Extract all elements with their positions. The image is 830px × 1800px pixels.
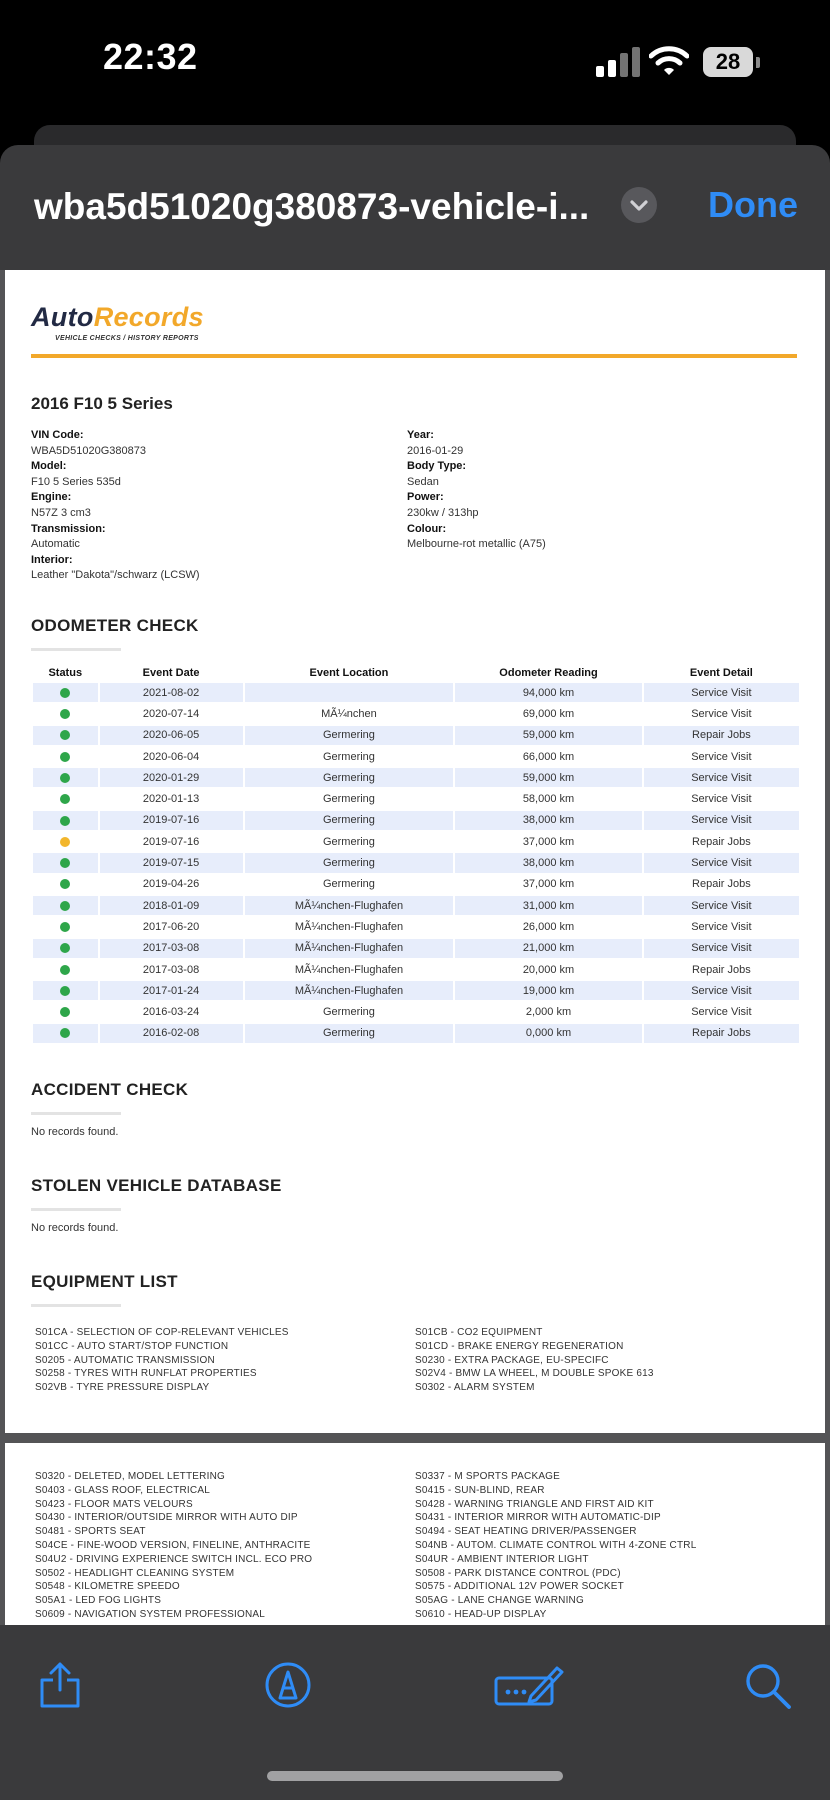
search-icon[interactable] [742, 1660, 794, 1712]
detail-cell: Repair Jobs [644, 1024, 799, 1043]
status-cell [33, 832, 98, 851]
equipment-item: S0431 - INTERIOR MIRROR WITH AUTOMATIC-DIP [415, 1512, 661, 1524]
reading-cell: 20,000 km [522, 963, 575, 976]
logo-records: Records [93, 302, 204, 332]
table-row [33, 896, 799, 915]
equipment-item: S02V4 - BMW LA WHEEL, M DOUBLE SPOKE 613 [415, 1368, 654, 1380]
status-ok-icon [60, 688, 70, 698]
date-cell: 2019-04-26 [142, 878, 200, 891]
status-cell [33, 768, 98, 787]
status-cell [33, 939, 98, 958]
equipment-item: S05AG - LANE CHANGE WARNING [415, 1595, 584, 1607]
location-cell: Germering [245, 768, 454, 787]
column-header: Odometer Reading [499, 666, 598, 679]
date-cell: 2017-03-08 [100, 939, 243, 958]
spec-list-right [407, 428, 546, 553]
cellular-signal-icon [596, 47, 640, 77]
equipment-item: S0320 - DELETED, MODEL LETTERING [35, 1471, 225, 1482]
reading-cell: 69,000 km [522, 707, 575, 720]
equipment-list-right [415, 1326, 654, 1395]
status-ok-icon [60, 922, 70, 932]
reading-cell: 31,000 km [455, 896, 641, 915]
table-row [33, 875, 799, 894]
table-row [33, 832, 799, 851]
reading-cell: 21,000 km [455, 939, 641, 958]
status-cell [33, 960, 98, 979]
equipment-list-left [35, 1470, 312, 1622]
equipment-item: S0258 - TYRES WITH RUNFLAT PROPERTIES [35, 1368, 257, 1380]
equipment-item: S0403 - GLASS ROOF, ELECTRICAL [35, 1484, 210, 1496]
equipment-item: S01CD - BRAKE ENERGY REGENERATION [415, 1340, 624, 1352]
detail-cell: Repair Jobs [692, 963, 751, 976]
accident-heading: ACCIDENT CHECK [31, 1080, 189, 1099]
spec-label: Power: [407, 491, 444, 504]
detail-cell: Service Visit [691, 793, 752, 806]
date-cell: 2016-03-24 [142, 1006, 200, 1019]
chevron-down-icon [621, 187, 657, 223]
section-rule [31, 1112, 121, 1115]
detail-cell: Repair Jobs [692, 835, 751, 848]
status-ok-icon [60, 794, 70, 804]
status-cell [33, 747, 98, 766]
column-header: Event Location [309, 666, 389, 679]
status-cell [33, 853, 98, 872]
equipment-item: S0302 - ALARM SYSTEM [415, 1382, 535, 1394]
status-ok-icon [60, 879, 70, 889]
reading-cell: 2,000 km [525, 1006, 572, 1019]
date-cell: 2017-01-24 [100, 981, 243, 1000]
detail-cell: Service Visit [644, 981, 799, 1000]
document-title[interactable]: wba5d51020g380873-vehicle-i... [34, 186, 590, 227]
date-cell: 2019-07-15 [100, 853, 243, 872]
equipment-item: S0415 - SUN-BLIND, REAR [415, 1484, 545, 1496]
equipment-item: S0575 - ADDITIONAL 12V POWER SOCKET [415, 1581, 624, 1593]
table-row [33, 789, 799, 808]
detail-cell: Service Visit [644, 811, 799, 830]
equipment-item: S0423 - FLOOR MATS VELOURS [35, 1498, 193, 1510]
status-cell [33, 875, 98, 894]
section-rule [31, 1208, 121, 1211]
equipment-list-left [35, 1326, 289, 1395]
equipment-item: S0205 - AUTOMATIC TRANSMISSION [35, 1354, 215, 1366]
location-cell: Germering [245, 1024, 454, 1043]
status-ok-icon [60, 986, 70, 996]
table-row [33, 704, 799, 723]
location-cell: Germering [322, 1006, 375, 1019]
spec-label: VIN Code: [31, 429, 84, 441]
table-row [33, 683, 799, 702]
table-row [33, 853, 799, 872]
reading-cell: 37,000 km [522, 835, 575, 848]
date-cell: 2021-08-02 [100, 683, 243, 702]
equipment-item: S01CC - AUTO START/STOP FUNCTION [35, 1340, 229, 1352]
share-icon[interactable] [36, 1660, 84, 1710]
table-row [33, 1024, 799, 1043]
spec-value: Leather "Dakota"/schwarz (LCSW) [31, 569, 200, 582]
location-cell: MÃ¼nchen-Flughafen [294, 920, 404, 933]
equipment-item: S0502 - HEADLIGHT CLEANING SYSTEM [35, 1567, 235, 1579]
done-button[interactable]: Done [708, 184, 798, 225]
status-warning-icon [60, 837, 70, 847]
status-ok-icon [60, 709, 70, 719]
status-ok-icon [60, 1028, 70, 1038]
location-cell: Germering [322, 835, 375, 848]
table-row [33, 726, 799, 745]
home-indicator[interactable] [267, 1771, 563, 1781]
clock: 22:32 [103, 36, 198, 77]
detail-cell: Service Visit [691, 1006, 752, 1019]
column-header: Status [48, 666, 83, 679]
table-row [33, 981, 799, 1000]
equipment-item: S04U2 - DRIVING EXPERIENCE SWITCH INCL. ECO PRO [35, 1553, 313, 1565]
spec-label: Model: [31, 460, 67, 473]
odometer-table [31, 662, 801, 1045]
status-cell [33, 981, 98, 1000]
equipment-item: S0548 - KILOMETRE SPEEDO [35, 1581, 180, 1593]
reading-cell: 66,000 km [522, 750, 575, 763]
equipment-item: S01CB - CO2 EQUIPMENT [415, 1327, 543, 1338]
date-cell: 2020-07-14 [142, 707, 200, 720]
status-ok-icon [60, 901, 70, 911]
equipment-item: S02VB - TYRE PRESSURE DISPLAY [35, 1382, 210, 1394]
table-row [33, 917, 799, 936]
section-rule [31, 1304, 121, 1307]
reading-cell: 37,000 km [522, 878, 575, 891]
reading-cell: 59,000 km [455, 726, 641, 745]
spec-value: 2016-01-29 [407, 444, 464, 457]
location-cell: MÃ¼nchen [321, 707, 377, 720]
status-cell [33, 683, 98, 702]
vehicle-model-heading: 2016 F10 5 Series [31, 394, 173, 413]
spec-value: WBA5D51020G380873 [31, 444, 146, 457]
status-bar [0, 0, 830, 125]
table-row [33, 768, 799, 787]
table-row [33, 960, 799, 979]
table-row [33, 1002, 799, 1021]
status-ok-icon [60, 1007, 70, 1017]
column-header: Event Detail [689, 666, 753, 679]
reading-cell: 38,000 km [455, 811, 641, 830]
detail-cell: Service Visit [644, 853, 799, 872]
markup-icon[interactable] [263, 1660, 313, 1710]
odometer-heading: ODOMETER CHECK [31, 616, 199, 635]
location-cell: Germering [322, 793, 375, 806]
spec-value: Automatic [31, 538, 80, 551]
spec-label: Year: [407, 429, 434, 441]
equipment-item: S0610 - HEAD-UP DISPLAY [415, 1608, 547, 1620]
status-cell [33, 1002, 98, 1021]
autorecords-logo [31, 302, 204, 342]
stolen-status: No records found. [31, 1222, 119, 1234]
wifi-icon [649, 45, 689, 77]
date-cell: 2016-02-08 [100, 1024, 243, 1043]
status-cell [33, 917, 98, 936]
equipment-item: S0609 - NAVIGATION SYSTEM PROFESSIONAL [35, 1608, 266, 1620]
detail-cell: Repair Jobs [644, 726, 799, 745]
date-cell: 2020-06-04 [142, 750, 200, 763]
column-header: Event Date [142, 666, 200, 679]
status-ok-icon [60, 773, 70, 783]
status-ok-icon [60, 752, 70, 762]
reading-cell: 0,000 km [455, 1024, 641, 1043]
spec-value: 230kw / 313hp [407, 506, 479, 519]
status-cell [33, 789, 98, 808]
table-row [33, 811, 799, 830]
reading-cell: 58,000 km [522, 793, 575, 806]
title-menu-button[interactable] [621, 187, 657, 223]
date-cell: 2020-06-05 [100, 726, 243, 745]
spec-label: Transmission: [31, 522, 106, 535]
location-cell: MÃ¼nchen-Flughafen [245, 939, 454, 958]
table-row [33, 747, 799, 766]
battery-icon: 28 [703, 47, 753, 77]
date-cell: 2017-03-08 [142, 963, 200, 976]
logo-tagline: VEHICLE CHECKS / HISTORY REPORTS [55, 335, 199, 342]
status-ok-icon [60, 858, 70, 868]
table-header-row [33, 664, 799, 681]
equipment-item: S01CA - SELECTION OF COP-RELEVANT VEHICLES [35, 1327, 289, 1338]
equipment-item: S0481 - SPORTS SEAT [35, 1526, 146, 1538]
spec-label: Interior: [31, 553, 73, 566]
status-ok-icon [60, 730, 70, 740]
stolen-heading: STOLEN VEHICLE DATABASE [31, 1176, 282, 1195]
equipment-item: S04CE - FINE-WOOD VERSION, FINELINE, ANTHRACITE [35, 1539, 311, 1551]
reading-cell: 26,000 km [522, 920, 575, 933]
logo-auto: Auto [31, 302, 94, 332]
location-cell: Germering [245, 811, 454, 830]
equipment-item: S05A1 - LED FOG LIGHTS [35, 1595, 162, 1607]
status-cell [33, 1024, 98, 1043]
location-cell: Germering [322, 750, 375, 763]
equipment-item: S0494 - SEAT HEATING DRIVER/PASSENGER [415, 1526, 637, 1538]
reading-cell: 19,000 km [455, 981, 641, 1000]
section-rule [31, 648, 121, 651]
detail-cell: Service Visit [691, 750, 752, 763]
reading-cell: 94,000 km [455, 683, 641, 702]
sign-icon[interactable] [493, 1660, 565, 1710]
spec-value: Sedan [407, 475, 439, 488]
pdf-page-2 [5, 1443, 825, 1625]
status-ok-icon [60, 816, 70, 826]
equipment-item: S0230 - EXTRA PACKAGE, EU-SPECIFC [415, 1354, 609, 1366]
date-cell: 2018-01-09 [100, 896, 243, 915]
header-divider [31, 354, 797, 358]
equipment-item: S04UR - AMBIENT INTERIOR LIGHT [415, 1553, 589, 1565]
location-cell: Germering [245, 726, 454, 745]
reading-cell: 59,000 km [455, 768, 641, 787]
location-cell: MÃ¼nchen-Flughafen [245, 981, 454, 1000]
detail-cell: Service Visit [644, 683, 799, 702]
location-cell: MÃ¼nchen-Flughafen [294, 963, 404, 976]
spec-value: Melbourne-rot metallic (A75) [407, 538, 546, 551]
detail-cell: Repair Jobs [692, 878, 751, 891]
spec-value: F10 5 Series 535d [31, 475, 121, 488]
equipment-item: S0337 - M SPORTS PACKAGE [415, 1471, 561, 1482]
spec-value: N57Z 3 cm3 [31, 506, 91, 519]
location-cell: MÃ¼nchen-Flughafen [245, 896, 454, 915]
date-cell: 2020-01-29 [100, 768, 243, 787]
date-cell: 2019-07-16 [142, 835, 200, 848]
reading-cell: 38,000 km [455, 853, 641, 872]
spec-label: Colour: [407, 522, 447, 535]
battery-tip [756, 57, 760, 68]
spec-list-left [31, 428, 200, 584]
equipment-item: S04NB - AUTOM. CLIMATE CONTROL WITH 4-ZONE CTRL [415, 1539, 697, 1551]
equipment-item: S0430 - INTERIOR/OUTSIDE MIRROR WITH AUTO DIP [35, 1512, 298, 1524]
status-cell [33, 896, 98, 915]
pdf-page-1 [5, 270, 825, 1433]
status-ok-icon [60, 943, 70, 953]
location-cell: Germering [245, 853, 454, 872]
location-cell [245, 683, 454, 702]
detail-cell: Service Visit [691, 707, 752, 720]
date-cell: 2019-07-16 [100, 811, 243, 830]
spec-label: Engine: [31, 491, 72, 504]
equipment-item: S0508 - PARK DISTANCE CONTROL (PDC) [415, 1567, 621, 1579]
spec-label: Body Type: [407, 460, 467, 473]
detail-cell: Service Visit [644, 768, 799, 787]
detail-cell: Service Visit [644, 939, 799, 958]
status-ok-icon [60, 965, 70, 975]
status-cell [33, 704, 98, 723]
detail-cell: Service Visit [691, 920, 752, 933]
equipment-list-right [415, 1470, 696, 1622]
date-cell: 2020-01-13 [142, 793, 200, 806]
table-row [33, 939, 799, 958]
date-cell: 2017-06-20 [142, 920, 200, 933]
status-cell [33, 726, 98, 745]
equipment-item: S0428 - WARNING TRIANGLE AND FIRST AID KIT [415, 1498, 654, 1510]
status-cell [33, 811, 98, 830]
accident-status: No records found. [31, 1126, 119, 1138]
equipment-heading: EQUIPMENT LIST [31, 1272, 178, 1291]
document-viewer[interactable] [0, 270, 830, 1625]
detail-cell: Service Visit [644, 896, 799, 915]
location-cell: Germering [322, 878, 375, 891]
